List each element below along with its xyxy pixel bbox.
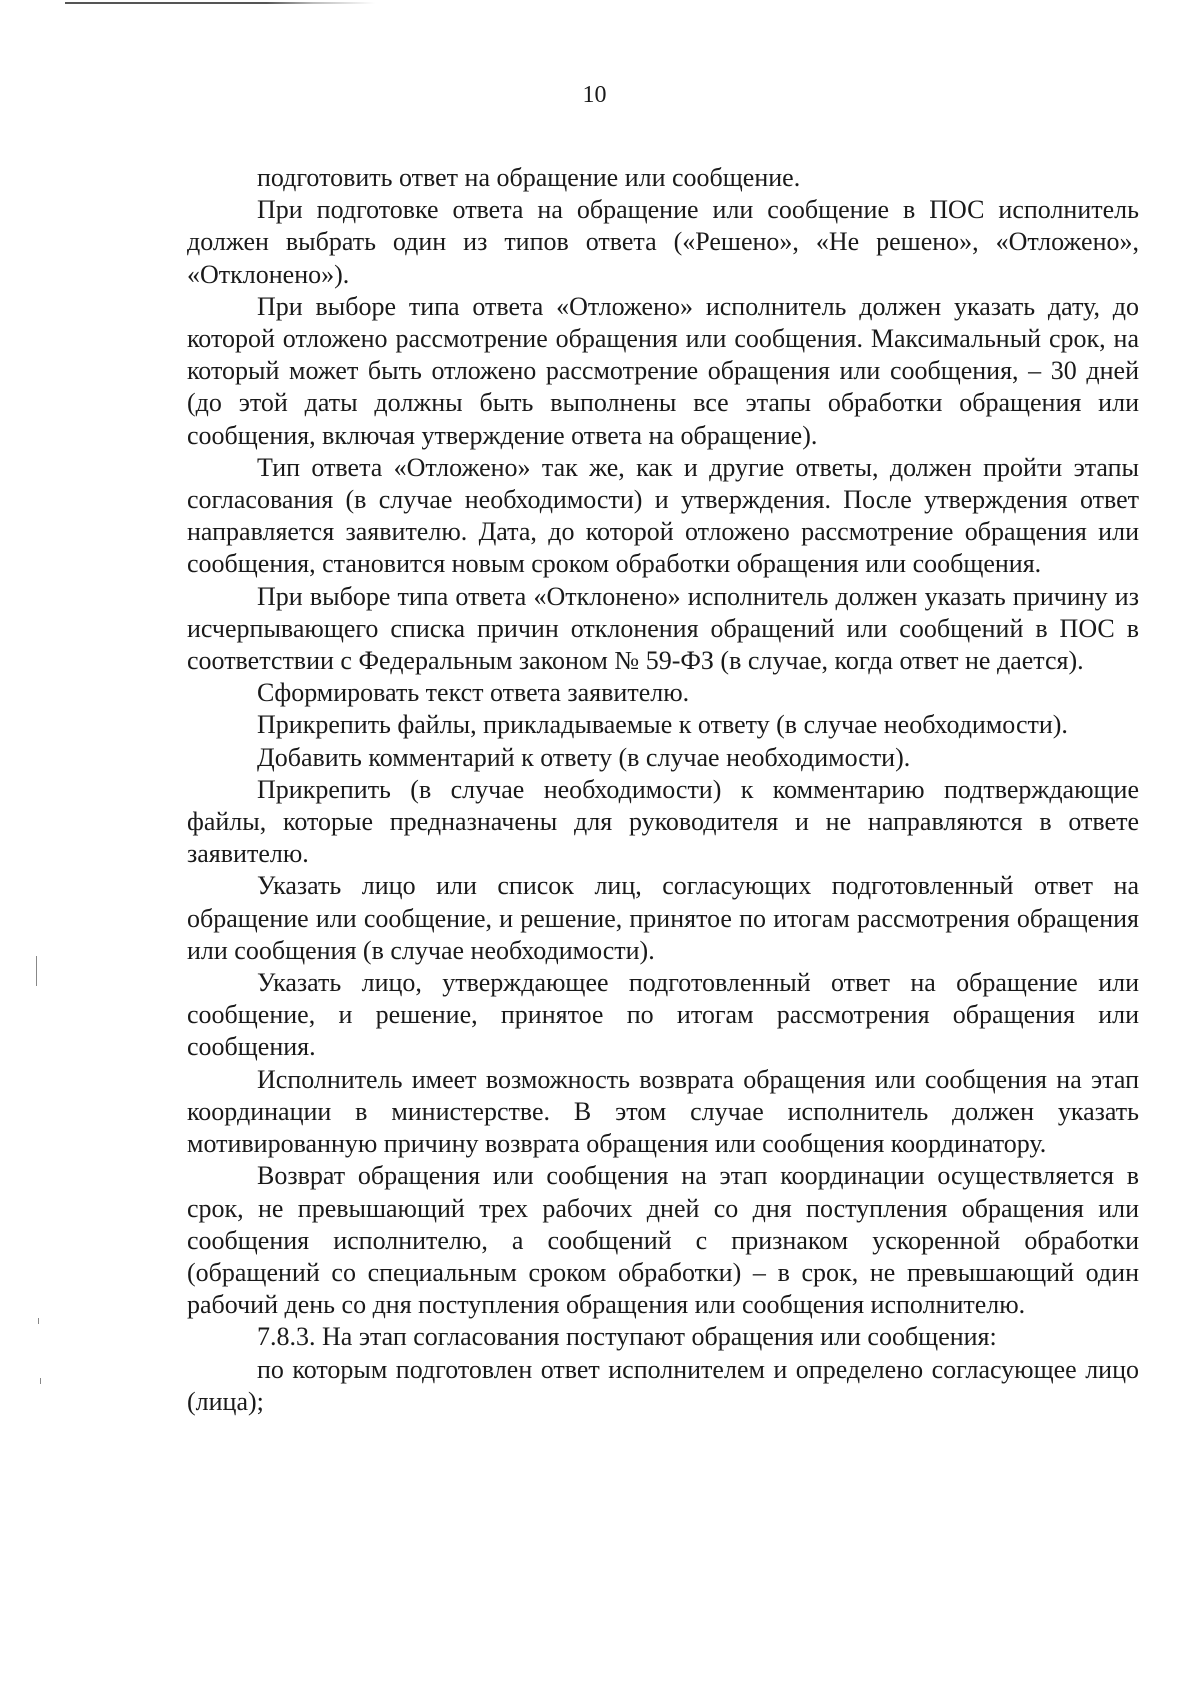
paragraph: Указать лицо или список лиц, согласующих подготовленный ответ на обращение или сообщение, и решение, принятое по итогам рассмотрения обращения или сообщения (в случае необходимости). <box>187 871 1139 965</box>
margin-mark <box>40 1378 41 1384</box>
paragraph: Тип ответа «Отложено» так же, как и другие ответы, должен пройти этапы согласования (в случае необходимости) и утверждения. После утверждения ответ направляется заявителю. Дата, до которой отложено рассмотрение обращения или сообщения, становится новым сроком обработки обращения или сообщения. <box>187 452 1139 579</box>
paragraph: Сформировать текст ответа заявителю. <box>257 678 690 708</box>
margin-mark <box>36 956 37 986</box>
paragraph: Указать лицо, утверждающее подготовленный ответ на обращение или сообщение, и решение, принятое по итогам рассмотрения обращения или сообщения. <box>187 968 1139 1062</box>
margin-mark <box>38 1318 39 1324</box>
page-number: 10 <box>582 82 607 108</box>
paragraph: подготовить ответ на обращение или сообщение. <box>257 163 801 192</box>
paragraph: Исполнитель имеет возможность возврата обращения или сообщения на этап координации в министерстве. В этом случае исполнитель должен указать мотивированную причину возврата обращения или сообщения координатору. <box>187 1064 1139 1159</box>
paragraph: При выборе типа ответа «Отложено» исполнитель должен указать дату, до которой отложено рассмотрение обращения или сообщения. Максимальный срок, на который может быть отложено рассмотрение обращения или сообщения, – 30 дней (до этой даты должны быть выполнены все этапы обработки обращения или сообщения, включая утверждение ответа на обращение). <box>187 291 1139 450</box>
paragraph: При подготовке ответа на обращение или сообщение в ПОС исполнитель должен выбрать один из типов ответа («Решено», «Не решено», «Отложено», «Отклонено»). <box>187 195 1139 289</box>
paragraph: Прикрепить (в случае необходимости) к комментарию подтверждающие файлы, которые предназначены для руководителя и не направляются в ответе заявителю. <box>187 774 1139 869</box>
paragraph: При выборе типа ответа «Отклонено» исполнитель должен указать причину из исчерпывающего списка причин отклонения обращений или сообщений в ПОС в соответствии с Федеральным законом № 59-ФЗ (в случае, когда ответ не дается). <box>187 581 1139 676</box>
paragraph: Добавить комментарий к ответу (в случае необходимости). <box>257 742 911 772</box>
section-paragraph: 7.8.3. На этап согласования поступают обращения или сообщения: <box>257 1322 997 1352</box>
document-body <box>187 162 1139 1418</box>
paragraph: по которым подготовлен ответ исполнителем и определено согласующее лицо (лица); <box>187 1354 1139 1416</box>
scan-artifact-line <box>65 2 375 4</box>
paragraph: Прикрепить файлы, прикладываемые к ответу (в случае необходимости). <box>257 710 1068 740</box>
paragraph: Возврат обращения или сообщения на этап координации осуществляется в срок, не превышающий трех рабочих дней со дня поступления обращения или сообщения исполнителю, а сообщений с признаком ускоренной обработки (обращений со специальным сроком обработки) – в срок, не превышающий один рабочий день со дня поступления обращения или сообщения исполнителю. <box>187 1161 1139 1320</box>
